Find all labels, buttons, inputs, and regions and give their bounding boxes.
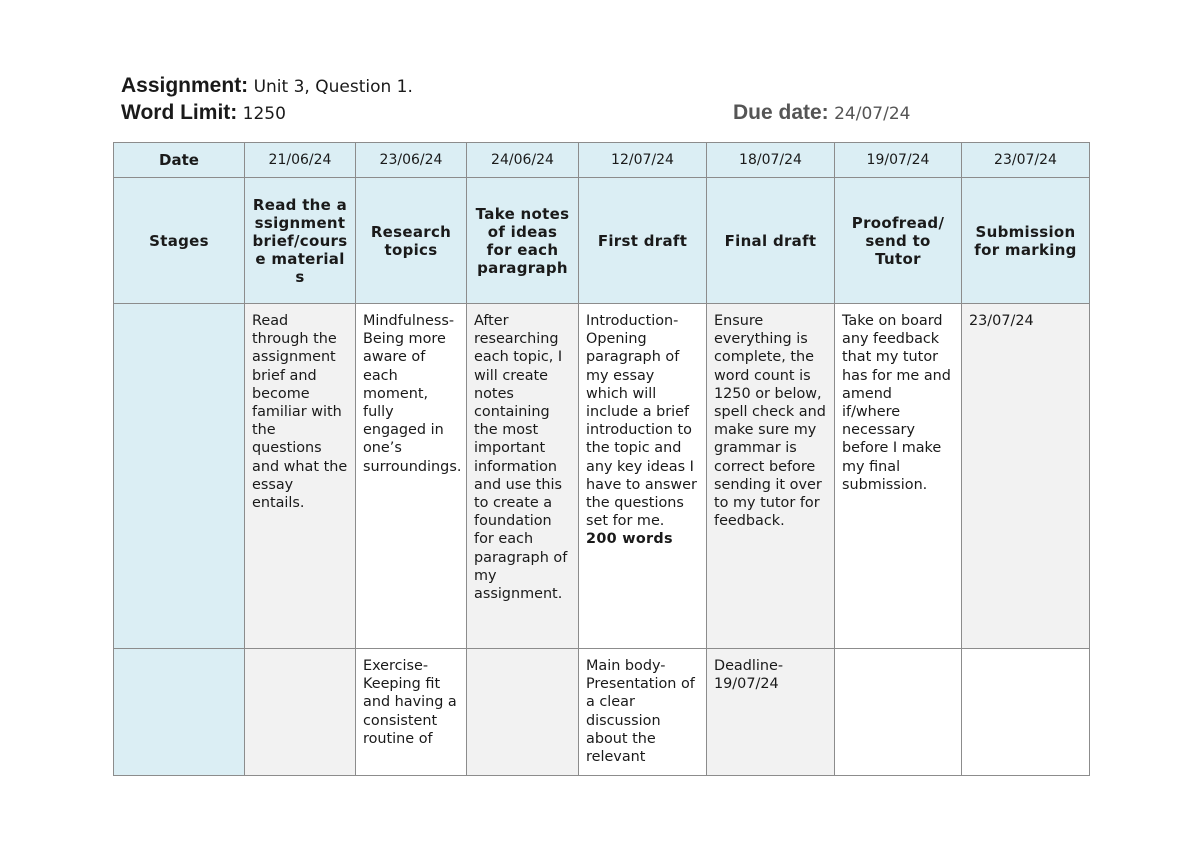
due-date-line xyxy=(733,101,910,126)
date-cell: 24/06/24 xyxy=(467,143,579,178)
row-label-cell xyxy=(114,649,245,776)
detail-cell: Deadline- 19/07/24 xyxy=(707,649,835,776)
detail-cell xyxy=(835,649,962,776)
row-label-cell xyxy=(114,304,245,649)
assignment-line xyxy=(121,74,413,99)
word-count-note: 200 words xyxy=(586,531,673,548)
due-date-label: Due date: xyxy=(733,101,829,124)
date-cell: 19/07/24 xyxy=(835,143,962,178)
stage-cell: Submission for marking xyxy=(962,178,1090,304)
detail-cell: Read through the assignment brief and become familiar with the questions and what the essay entails. xyxy=(245,304,356,649)
due-date-value: 24/07/24 xyxy=(834,104,911,124)
date-cell: 18/07/24 xyxy=(707,143,835,178)
stages-header: Stages xyxy=(114,178,245,304)
assignment-label: Assignment: xyxy=(121,74,249,97)
date-row xyxy=(114,143,1090,178)
date-cell: 12/07/24 xyxy=(579,143,707,178)
detail-cell: 23/07/24 xyxy=(962,304,1090,649)
detail-cell xyxy=(962,649,1090,776)
stage-cell: Proofread/ send to Tutor xyxy=(835,178,962,304)
date-cell: 23/06/24 xyxy=(356,143,467,178)
word-limit-value: 1250 xyxy=(242,104,286,124)
detail-row-2 xyxy=(114,649,1090,776)
stage-cell: Take notes of ideas for each paragraph xyxy=(467,178,579,304)
detail-cell: Exercise- Keeping fit and having a consistent routine of xyxy=(356,649,467,776)
assignment-value: Unit 3, Question 1. xyxy=(253,77,413,97)
date-cell: 21/06/24 xyxy=(245,143,356,178)
assignment-plan-table xyxy=(113,142,1090,776)
stage-cell: Final draft xyxy=(707,178,835,304)
detail-cell xyxy=(467,649,579,776)
stage-cell: Research topics xyxy=(356,178,467,304)
detail-cell: After researching each topic, I will create notes containing the most important information and use this to create a foundation for each paragraph of my assignment. xyxy=(467,304,579,649)
word-limit-label: Word Limit: xyxy=(121,101,238,124)
stages-row xyxy=(114,178,1090,304)
detail-cell xyxy=(245,649,356,776)
detail-cell: Introduction- Opening paragraph of my essay which will include a brief introduction to the topic and any key ideas I have to answer the questions set for me. 200 words xyxy=(579,304,707,649)
detail-cell: Take on board any feedback that my tutor has for me and amend if/where necessary before I make my final submission. xyxy=(835,304,962,649)
word-limit-line xyxy=(121,101,286,126)
detail-cell: Mindfulness- Being more aware of each moment, fully engaged in one’s surroundings. xyxy=(356,304,467,649)
date-header: Date xyxy=(114,143,245,178)
stage-cell: First draft xyxy=(579,178,707,304)
stage-cell: Read the assignment brief/course materials xyxy=(245,178,356,304)
detail-row-1 xyxy=(114,304,1090,649)
detail-cell: Main body- Presentation of a clear discussion about the relevant xyxy=(579,649,707,776)
date-cell: 23/07/24 xyxy=(962,143,1090,178)
detail-cell: Ensure everything is complete, the word count is 1250 or below, spell check and make sure my grammar is correct before sending it over to my tutor for feedback. xyxy=(707,304,835,649)
